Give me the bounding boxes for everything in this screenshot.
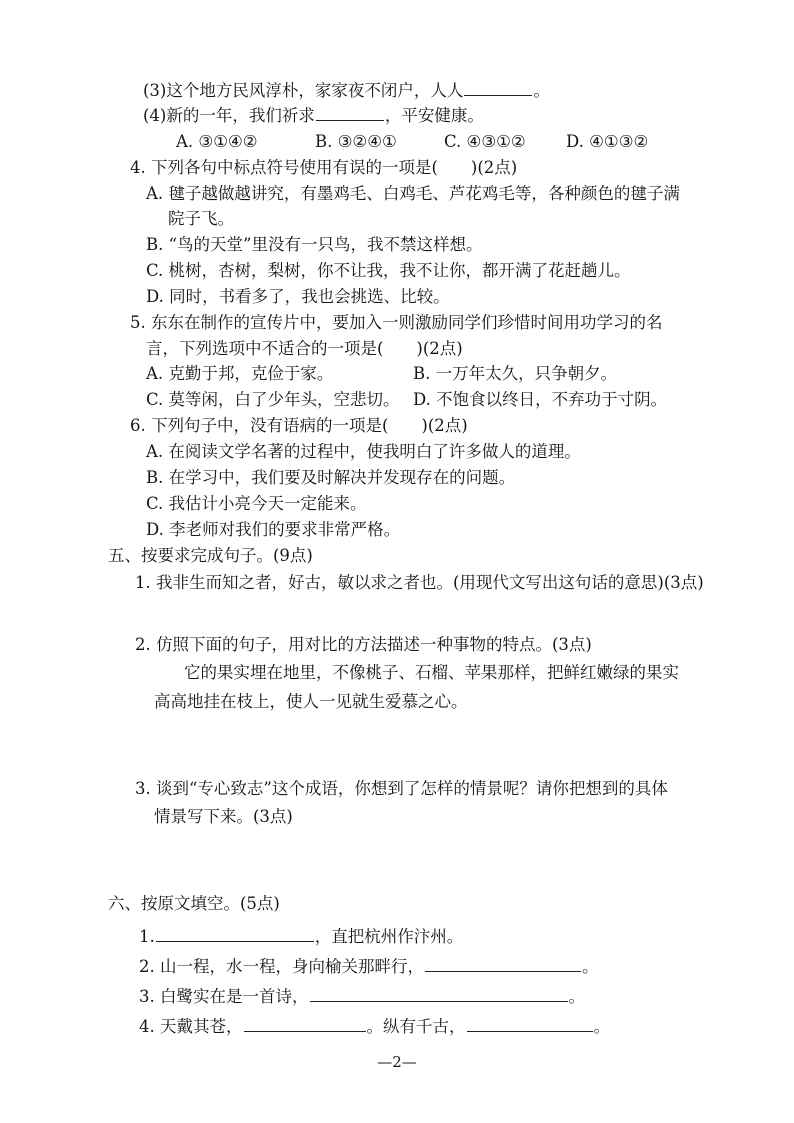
fill-item-4 (143, 104, 484, 128)
section-5-q2-example-cont: 高高地挂在枝上，使人一见就生爱慕之心。 (154, 692, 468, 711)
q5-option-c[interactable]: C. 莫等闲，白了少年头，空悲切。 (146, 390, 400, 409)
section-6-heading: 六、按原文填空。(5点) (108, 894, 280, 913)
fill-line-1 (139, 925, 463, 949)
q6-option-c[interactable]: C. 我估计小亮今天一定能来。 (146, 494, 367, 513)
q4-option-b[interactable]: B. “鸟的天堂”里没有一只鸟，我不禁这样想。 (146, 235, 483, 254)
fill-line-1-number: 1. (139, 927, 155, 946)
page-number: —2— (377, 1053, 417, 1071)
answer-blank[interactable] (244, 1015, 366, 1032)
fill-line-4-end: 。 (593, 1017, 610, 1036)
fill-line-3-end: 。 (568, 987, 585, 1006)
q6-option-a[interactable]: A. 在阅读文学名著的过程中，使我明白了许多做人的道理。 (146, 442, 581, 461)
section-5-q3: 3. 谈到“专心致志”这个成语，你想到了怎样的情景呢？请你把想到的具体 (135, 779, 668, 798)
fill-line-4-mid: 。纵有千古， (366, 1017, 466, 1036)
fill-item-4-text: (4)新的一年，我们祈求 (143, 106, 315, 125)
answer-blank[interactable] (156, 925, 314, 942)
fill-line-2-end: 。 (582, 957, 599, 976)
answer-blank[interactable] (425, 955, 581, 972)
fill-item-3 (143, 79, 550, 103)
section-5-q3-cont: 情景写下来。(3点) (154, 807, 293, 826)
q4-option-a-cont: 院子飞。 (168, 209, 234, 228)
option-a[interactable]: A. ③①④② (176, 132, 258, 151)
option-b[interactable]: B. ③②④① (315, 132, 397, 151)
fill-line-3 (139, 985, 585, 1009)
q6-option-b[interactable]: B. 在学习中，我们要及时解决并发现存在的问题。 (146, 468, 516, 487)
section-5-q2: 2. 仿照下面的句子，用对比的方法描述一种事物的特点。(3点) (135, 635, 592, 654)
option-d[interactable]: D. ④①③② (566, 132, 649, 151)
q5-option-b[interactable]: B. 一万年太久，只争朝夕。 (413, 364, 618, 383)
answer-blank[interactable] (467, 1015, 593, 1032)
fill-item-4-end: ，平安健康。 (384, 106, 484, 125)
answer-blank[interactable] (310, 985, 568, 1002)
fill-line-2 (139, 955, 599, 979)
section-5-q1: 1. 我非生而知之者，好古，敏以求之者也。(用现代文写出这句话的意思)(3点) (135, 573, 704, 592)
q5-option-d[interactable]: D. 不饱食以终日，不弃功于寸阴。 (413, 390, 668, 409)
question-6-stem: 6. 下列句子中，没有语病的一项是( )(2点) (130, 416, 468, 435)
answer-blank[interactable] (464, 79, 532, 96)
q4-option-d[interactable]: D. 同时，书看多了，我也会挑选、比较。 (146, 287, 450, 306)
question-5-stem-cont: 言，下列选项中不适合的一项是( )(2点) (146, 339, 463, 358)
fill-line-1-text: ，直把杭州作汴州。 (314, 927, 464, 946)
q6-option-d[interactable]: D. 李老师对我们的要求非常严格。 (146, 520, 401, 539)
fill-line-2-text: 2. 山一程，水一程，身向榆关那畔行， (139, 957, 424, 976)
fill-line-3-text: 3. 白鹭实在是一首诗， (139, 987, 309, 1006)
question-4-stem: 4. 下列各句中标点符号使用有误的一项是( )(2点) (130, 158, 518, 177)
fill-item-3-end: 。 (533, 81, 550, 100)
section-5-q2-example: 它的果实埋在地里，不像桃子、石榴、苹果那样，把鲜红嫩绿的果实 (184, 663, 679, 682)
fill-item-3-text: (3)这个地方民风淳朴，家家夜不闭户，人人 (143, 81, 464, 100)
question-5-stem: 5. 东东在制作的宣传片中，要加入一则激励同学们珍惜时间用功学习的名 (130, 313, 663, 332)
fill-line-4 (139, 1015, 610, 1039)
answer-blank[interactable] (316, 104, 384, 121)
q4-option-a[interactable]: A. 毽子越做越讲究，有墨鸡毛、白鸡毛、芦花鸡毛等，各种颜色的毽子满 (146, 184, 680, 203)
q5-option-a[interactable]: A. 克勤于邦，克俭于家。 (146, 364, 334, 383)
q4-option-c[interactable]: C. 桃树，杏树，梨树，你不让我，我不让你，都开满了花赶趟儿。 (146, 261, 631, 280)
option-c[interactable]: C. ④③①② (444, 132, 526, 151)
section-5-heading: 五、按要求完成句子。(9点) (108, 546, 313, 565)
fill-line-4-text: 4. 天戴其苍， (139, 1017, 243, 1036)
